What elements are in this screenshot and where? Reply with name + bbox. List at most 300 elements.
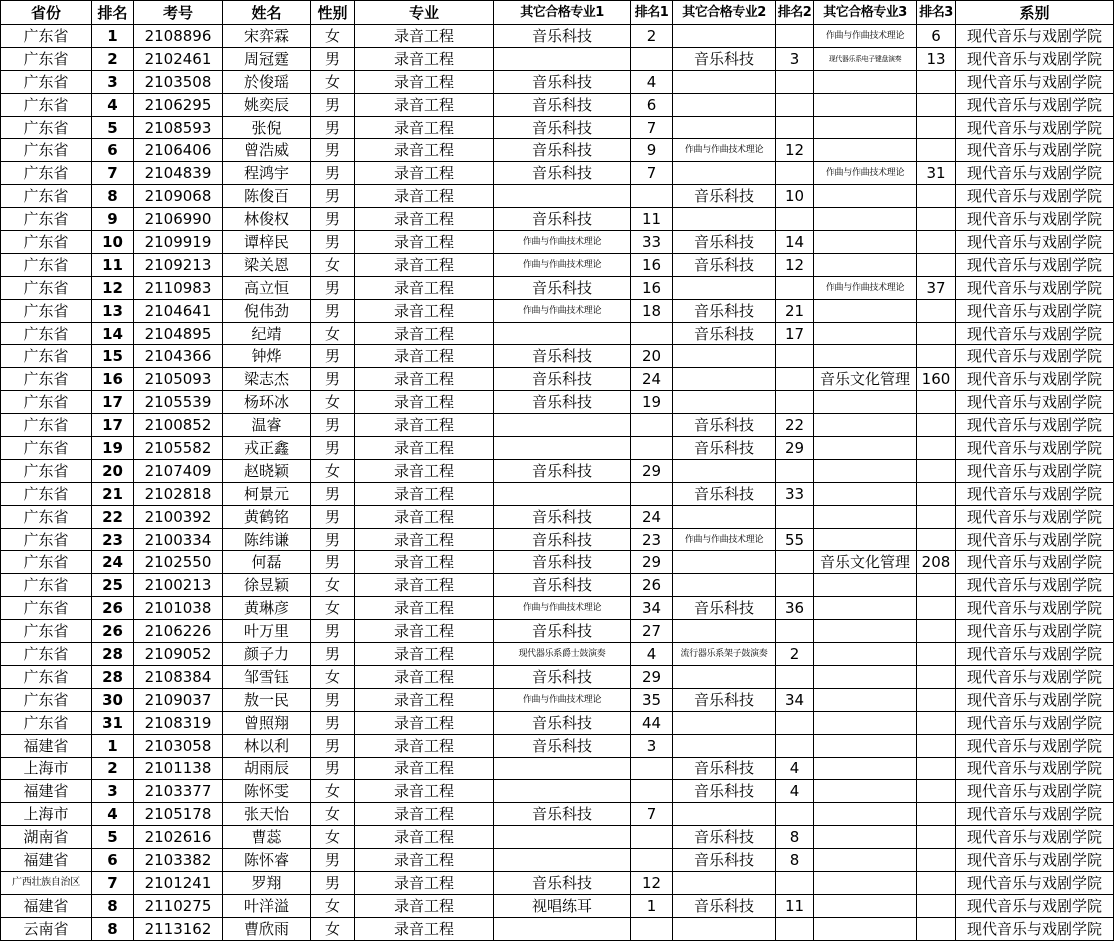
cell-rank: 16 [92, 368, 134, 391]
cell-other-major-1: 作曲与作曲技术理论 [494, 299, 631, 322]
table-header [1, 1, 1114, 25]
cell-other-major-1: 音乐科技 [494, 505, 631, 528]
cell-name: 陈俊百 [223, 185, 311, 208]
cell-major: 录音工程 [355, 345, 494, 368]
cell-rank: 5 [92, 116, 134, 139]
table-row [1, 574, 1114, 597]
table-row [1, 597, 1114, 620]
cell-other-major-2: 音乐科技 [673, 322, 776, 345]
cell-other-major-3 [814, 574, 917, 597]
cell-province: 广东省 [1, 437, 92, 460]
cell-other-major-1 [494, 757, 631, 780]
cell-department: 现代音乐与戏剧学院 [956, 345, 1114, 368]
cell-other-major-2: 音乐科技 [673, 780, 776, 803]
cell-other-major-2 [673, 368, 776, 391]
cell-other-major-1: 视唱练耳 [494, 894, 631, 917]
cell-rank-2: 4 [776, 757, 814, 780]
cell-exam-no: 2102461 [134, 47, 223, 70]
cell-rank-2 [776, 208, 814, 231]
cell-exam-no: 2105178 [134, 803, 223, 826]
cell-rank-2 [776, 162, 814, 185]
cell-rank-2: 22 [776, 414, 814, 437]
cell-gender: 女 [311, 322, 355, 345]
cell-gender: 男 [311, 299, 355, 322]
cell-major: 录音工程 [355, 803, 494, 826]
cell-major: 录音工程 [355, 643, 494, 666]
cell-department: 现代音乐与戏剧学院 [956, 574, 1114, 597]
cell-other-major-3 [814, 757, 917, 780]
cell-name: 纪靖 [223, 322, 311, 345]
cell-other-major-3 [814, 391, 917, 414]
table-row [1, 734, 1114, 757]
table-row [1, 437, 1114, 460]
cell-major: 录音工程 [355, 459, 494, 482]
cell-province: 广东省 [1, 253, 92, 276]
cell-other-major-2: 音乐科技 [673, 299, 776, 322]
cell-exam-no: 2104839 [134, 162, 223, 185]
cell-other-major-3 [814, 849, 917, 872]
cell-rank-1: 19 [631, 391, 673, 414]
cell-rank: 7 [92, 871, 134, 894]
cell-rank-3 [917, 643, 956, 666]
cell-department: 现代音乐与戏剧学院 [956, 185, 1114, 208]
cell-exam-no: 2113162 [134, 917, 223, 940]
cell-other-major-1 [494, 47, 631, 70]
cell-department: 现代音乐与戏剧学院 [956, 414, 1114, 437]
cell-other-major-1: 音乐科技 [494, 734, 631, 757]
cell-rank-2: 12 [776, 139, 814, 162]
cell-rank-3 [917, 849, 956, 872]
cell-gender: 女 [311, 894, 355, 917]
cell-province: 广东省 [1, 459, 92, 482]
cell-rank-2 [776, 574, 814, 597]
cell-other-major-3 [814, 917, 917, 940]
cell-exam-no: 2109068 [134, 185, 223, 208]
cell-rank-2 [776, 116, 814, 139]
cell-major: 录音工程 [355, 70, 494, 93]
cell-gender: 男 [311, 757, 355, 780]
cell-name: 胡雨辰 [223, 757, 311, 780]
cell-gender: 男 [311, 414, 355, 437]
cell-province: 上海市 [1, 757, 92, 780]
cell-gender: 女 [311, 391, 355, 414]
cell-other-major-2: 音乐科技 [673, 826, 776, 849]
table-row [1, 665, 1114, 688]
cell-other-major-1: 音乐科技 [494, 368, 631, 391]
table-row [1, 368, 1114, 391]
cell-department: 现代音乐与戏剧学院 [956, 391, 1114, 414]
cell-rank: 22 [92, 505, 134, 528]
cell-other-major-1: 音乐科技 [494, 70, 631, 93]
cell-other-major-1: 音乐科技 [494, 574, 631, 597]
cell-rank: 26 [92, 597, 134, 620]
cell-exam-no: 2108896 [134, 25, 223, 48]
table-row [1, 231, 1114, 254]
cell-province: 福建省 [1, 780, 92, 803]
cell-department: 现代音乐与戏剧学院 [956, 47, 1114, 70]
cell-gender: 女 [311, 597, 355, 620]
table-row [1, 505, 1114, 528]
cell-rank-2: 17 [776, 322, 814, 345]
cell-name: 梁志杰 [223, 368, 311, 391]
cell-rank: 31 [92, 711, 134, 734]
cell-exam-no: 2101138 [134, 757, 223, 780]
cell-rank-2: 34 [776, 688, 814, 711]
cell-gender: 男 [311, 620, 355, 643]
cell-rank-1 [631, 437, 673, 460]
cell-province: 广东省 [1, 391, 92, 414]
cell-province: 广东省 [1, 345, 92, 368]
cell-other-major-3 [814, 734, 917, 757]
cell-rank-1: 6 [631, 93, 673, 116]
cell-other-major-2 [673, 574, 776, 597]
cell-other-major-3 [814, 185, 917, 208]
cell-department: 现代音乐与戏剧学院 [956, 231, 1114, 254]
cell-exam-no: 2105093 [134, 368, 223, 391]
cell-province: 广东省 [1, 231, 92, 254]
cell-exam-no: 2101038 [134, 597, 223, 620]
cell-province: 广东省 [1, 70, 92, 93]
cell-department: 现代音乐与戏剧学院 [956, 116, 1114, 139]
cell-other-major-1: 作曲与作曲技术理论 [494, 597, 631, 620]
cell-other-major-2 [673, 162, 776, 185]
cell-rank-2 [776, 551, 814, 574]
cell-department: 现代音乐与戏剧学院 [956, 208, 1114, 231]
cell-gender: 男 [311, 139, 355, 162]
cell-major: 录音工程 [355, 116, 494, 139]
cell-rank-1: 16 [631, 276, 673, 299]
cell-other-major-1: 音乐科技 [494, 391, 631, 414]
cell-major: 录音工程 [355, 25, 494, 48]
table-row [1, 459, 1114, 482]
cell-name: 宋弈霖 [223, 25, 311, 48]
cell-rank-1 [631, 414, 673, 437]
col-department-header: 系别 [956, 1, 1114, 25]
cell-exam-no: 2102616 [134, 826, 223, 849]
table-row [1, 871, 1114, 894]
cell-other-major-2 [673, 734, 776, 757]
cell-rank: 23 [92, 528, 134, 551]
cell-province: 广东省 [1, 322, 92, 345]
cell-major: 录音工程 [355, 368, 494, 391]
cell-other-major-2 [673, 116, 776, 139]
cell-rank: 7 [92, 162, 134, 185]
cell-department: 现代音乐与戏剧学院 [956, 597, 1114, 620]
table-row [1, 849, 1114, 872]
cell-exam-no: 2100392 [134, 505, 223, 528]
cell-rank-1 [631, 185, 673, 208]
table-row [1, 276, 1114, 299]
cell-other-major-1 [494, 826, 631, 849]
cell-major: 录音工程 [355, 871, 494, 894]
cell-name: 黄琳彦 [223, 597, 311, 620]
cell-rank-2: 14 [776, 231, 814, 254]
cell-other-major-3 [814, 231, 917, 254]
cell-gender: 女 [311, 459, 355, 482]
cell-rank: 17 [92, 391, 134, 414]
cell-other-major-1: 音乐科技 [494, 665, 631, 688]
cell-rank-3 [917, 780, 956, 803]
col-other2-header: 其它合格专业2 [673, 1, 776, 25]
col-other3-header: 其它合格专业3 [814, 1, 917, 25]
cell-province: 广东省 [1, 528, 92, 551]
cell-rank: 11 [92, 253, 134, 276]
cell-other-major-3 [814, 620, 917, 643]
cell-other-major-2: 音乐科技 [673, 482, 776, 505]
cell-rank-3 [917, 437, 956, 460]
cell-department: 现代音乐与戏剧学院 [956, 299, 1114, 322]
cell-department: 现代音乐与戏剧学院 [956, 253, 1114, 276]
table-row [1, 93, 1114, 116]
cell-rank-1: 4 [631, 643, 673, 666]
cell-rank-3 [917, 459, 956, 482]
cell-rank-2: 12 [776, 253, 814, 276]
cell-exam-no: 2108384 [134, 665, 223, 688]
cell-rank-1: 26 [631, 574, 673, 597]
cell-other-major-1: 音乐科技 [494, 25, 631, 48]
cell-other-major-2: 音乐科技 [673, 597, 776, 620]
cell-rank-3 [917, 620, 956, 643]
col-gender-header: 性别 [311, 1, 355, 25]
cell-department: 现代音乐与戏剧学院 [956, 25, 1114, 48]
cell-other-major-1: 音乐科技 [494, 871, 631, 894]
cell-rank: 10 [92, 231, 134, 254]
cell-exam-no: 2102818 [134, 482, 223, 505]
cell-exam-no: 2103508 [134, 70, 223, 93]
cell-rank: 2 [92, 47, 134, 70]
cell-department: 现代音乐与戏剧学院 [956, 849, 1114, 872]
cell-department: 现代音乐与戏剧学院 [956, 688, 1114, 711]
cell-department: 现代音乐与戏剧学院 [956, 528, 1114, 551]
cell-major: 录音工程 [355, 482, 494, 505]
cell-rank-1: 24 [631, 368, 673, 391]
cell-major: 录音工程 [355, 162, 494, 185]
cell-rank-2 [776, 368, 814, 391]
cell-department: 现代音乐与戏剧学院 [956, 871, 1114, 894]
cell-rank: 26 [92, 620, 134, 643]
cell-rank-3: 208 [917, 551, 956, 574]
cell-gender: 男 [311, 505, 355, 528]
cell-province: 福建省 [1, 894, 92, 917]
table-row [1, 345, 1114, 368]
cell-gender: 男 [311, 162, 355, 185]
cell-rank-1 [631, 780, 673, 803]
cell-major: 录音工程 [355, 551, 494, 574]
table-row [1, 47, 1114, 70]
cell-other-major-1 [494, 185, 631, 208]
cell-name: 陈怀睿 [223, 849, 311, 872]
cell-name: 於俊瑶 [223, 70, 311, 93]
cell-other-major-2 [673, 620, 776, 643]
cell-rank-3 [917, 688, 956, 711]
cell-rank-3: 13 [917, 47, 956, 70]
cell-rank-2 [776, 620, 814, 643]
cell-rank-3 [917, 505, 956, 528]
cell-major: 录音工程 [355, 437, 494, 460]
cell-other-major-1: 音乐科技 [494, 459, 631, 482]
cell-name: 张倪 [223, 116, 311, 139]
cell-other-major-3 [814, 322, 917, 345]
cell-other-major-3: 音乐文化管理 [814, 551, 917, 574]
cell-other-major-1 [494, 322, 631, 345]
cell-name: 梁关恩 [223, 253, 311, 276]
cell-province: 湖南省 [1, 826, 92, 849]
cell-major: 录音工程 [355, 276, 494, 299]
cell-province: 广东省 [1, 597, 92, 620]
table-row [1, 528, 1114, 551]
cell-major: 录音工程 [355, 505, 494, 528]
cell-major: 录音工程 [355, 917, 494, 940]
cell-province: 广东省 [1, 574, 92, 597]
cell-name: 曾照翔 [223, 711, 311, 734]
cell-province: 福建省 [1, 849, 92, 872]
cell-major: 录音工程 [355, 849, 494, 872]
cell-other-major-2: 音乐科技 [673, 688, 776, 711]
cell-rank-3 [917, 871, 956, 894]
cell-exam-no: 2109919 [134, 231, 223, 254]
cell-other-major-2: 音乐科技 [673, 185, 776, 208]
cell-rank-3 [917, 253, 956, 276]
cell-other-major-3 [814, 139, 917, 162]
cell-gender: 女 [311, 803, 355, 826]
cell-name: 敖一民 [223, 688, 311, 711]
table-row [1, 711, 1114, 734]
cell-province: 广西壮族自治区 [1, 871, 92, 894]
cell-other-major-2: 音乐科技 [673, 849, 776, 872]
cell-rank-1: 24 [631, 505, 673, 528]
cell-other-major-2 [673, 665, 776, 688]
cell-rank-3 [917, 734, 956, 757]
cell-other-major-2 [673, 917, 776, 940]
cell-rank-3 [917, 894, 956, 917]
cell-department: 现代音乐与戏剧学院 [956, 826, 1114, 849]
cell-name: 曹欣雨 [223, 917, 311, 940]
cell-rank-3: 160 [917, 368, 956, 391]
cell-rank-1: 29 [631, 551, 673, 574]
cell-rank-1: 11 [631, 208, 673, 231]
cell-rank: 20 [92, 459, 134, 482]
cell-rank-1: 27 [631, 620, 673, 643]
cell-province: 广东省 [1, 208, 92, 231]
cell-exam-no: 2104895 [134, 322, 223, 345]
cell-rank-3 [917, 231, 956, 254]
cell-gender: 男 [311, 47, 355, 70]
cell-gender: 男 [311, 688, 355, 711]
cell-other-major-1: 现代器乐系爵士鼓演奏 [494, 643, 631, 666]
cell-rank: 4 [92, 803, 134, 826]
cell-other-major-1 [494, 780, 631, 803]
cell-province: 广东省 [1, 414, 92, 437]
cell-department: 现代音乐与戏剧学院 [956, 459, 1114, 482]
cell-rank: 3 [92, 70, 134, 93]
cell-major: 录音工程 [355, 894, 494, 917]
cell-other-major-3 [814, 253, 917, 276]
cell-name: 何磊 [223, 551, 311, 574]
cell-rank-3 [917, 322, 956, 345]
table-row [1, 162, 1114, 185]
cell-other-major-1: 作曲与作曲技术理论 [494, 253, 631, 276]
cell-other-major-2: 流行器乐系架子鼓演奏 [673, 643, 776, 666]
cell-department: 现代音乐与戏剧学院 [956, 162, 1114, 185]
cell-province: 广东省 [1, 116, 92, 139]
col-other1-header: 其它合格专业1 [494, 1, 631, 25]
cell-rank: 13 [92, 299, 134, 322]
cell-exam-no: 2109037 [134, 688, 223, 711]
cell-department: 现代音乐与戏剧学院 [956, 734, 1114, 757]
cell-rank-1: 33 [631, 231, 673, 254]
cell-rank-1 [631, 757, 673, 780]
cell-major: 录音工程 [355, 253, 494, 276]
cell-rank-2: 2 [776, 643, 814, 666]
cell-exam-no: 2110275 [134, 894, 223, 917]
cell-rank: 8 [92, 185, 134, 208]
cell-rank-2: 33 [776, 482, 814, 505]
cell-rank-2 [776, 803, 814, 826]
cell-rank-1: 7 [631, 116, 673, 139]
cell-rank-3 [917, 139, 956, 162]
cell-province: 广东省 [1, 47, 92, 70]
cell-major: 录音工程 [355, 299, 494, 322]
cell-other-major-2: 音乐科技 [673, 894, 776, 917]
cell-major: 录音工程 [355, 734, 494, 757]
cell-rank-1: 16 [631, 253, 673, 276]
col-major-header: 专业 [355, 1, 494, 25]
cell-rank-2: 4 [776, 780, 814, 803]
cell-rank-2 [776, 345, 814, 368]
cell-major: 录音工程 [355, 231, 494, 254]
table-row [1, 551, 1114, 574]
cell-rank-1: 7 [631, 162, 673, 185]
col-rank3-header: 排名3 [917, 1, 956, 25]
cell-other-major-1: 音乐科技 [494, 162, 631, 185]
table-row [1, 917, 1114, 940]
cell-other-major-3 [814, 299, 917, 322]
cell-other-major-1: 音乐科技 [494, 208, 631, 231]
cell-exam-no: 2103058 [134, 734, 223, 757]
cell-rank-2 [776, 917, 814, 940]
cell-other-major-3 [814, 780, 917, 803]
cell-rank-1: 20 [631, 345, 673, 368]
cell-province: 广东省 [1, 620, 92, 643]
cell-rank: 15 [92, 345, 134, 368]
cell-rank-1 [631, 917, 673, 940]
cell-exam-no: 2106990 [134, 208, 223, 231]
cell-rank-3 [917, 70, 956, 93]
cell-other-major-2: 音乐科技 [673, 757, 776, 780]
cell-rank: 6 [92, 849, 134, 872]
cell-other-major-3 [814, 643, 917, 666]
cell-rank-1: 23 [631, 528, 673, 551]
cell-name: 黄鹤铭 [223, 505, 311, 528]
cell-exam-no: 2105539 [134, 391, 223, 414]
cell-other-major-2 [673, 391, 776, 414]
cell-rank-3: 37 [917, 276, 956, 299]
cell-rank-1 [631, 47, 673, 70]
cell-other-major-1: 音乐科技 [494, 528, 631, 551]
cell-rank-2 [776, 871, 814, 894]
cell-gender: 男 [311, 734, 355, 757]
cell-other-major-1 [494, 849, 631, 872]
cell-other-major-1 [494, 437, 631, 460]
table-row [1, 780, 1114, 803]
cell-department: 现代音乐与戏剧学院 [956, 276, 1114, 299]
cell-rank-3 [917, 528, 956, 551]
table-row [1, 803, 1114, 826]
cell-gender: 男 [311, 711, 355, 734]
cell-other-major-3 [814, 459, 917, 482]
cell-rank-3 [917, 185, 956, 208]
cell-exam-no: 2106226 [134, 620, 223, 643]
